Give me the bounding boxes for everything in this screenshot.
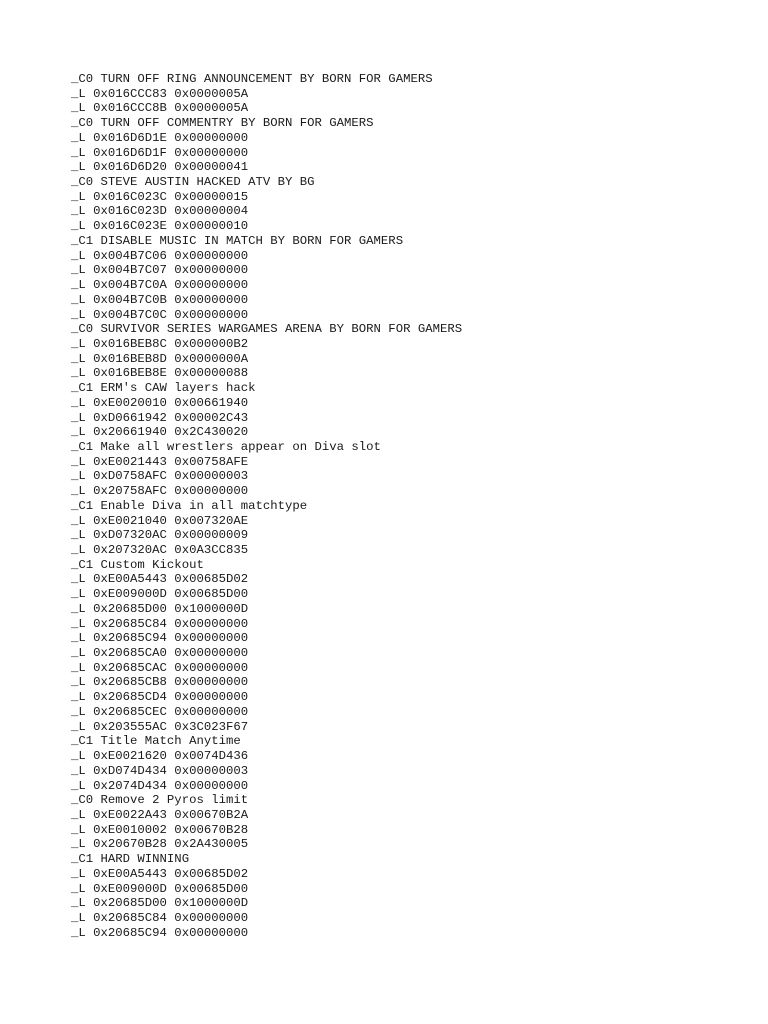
code-section-header: _C1 Custom Kickout (71, 557, 204, 572)
code-line: _L 0x016D6D1E 0x00000000 (71, 130, 249, 145)
code-line: _L 0xE00A5443 0x00685D02 (71, 572, 249, 587)
code-line: _L 0x203555AC 0x3C023F67 (71, 719, 249, 734)
code-line: _L 0xE00A5443 0x00685D02 (71, 866, 249, 881)
code-line: _L 0xE0021040 0x007320AE (71, 513, 249, 528)
code-line: _L 0x004B7C0C 0x00000000 (71, 307, 249, 322)
code-line: _L 0x20685CB8 0x00000000 (71, 675, 249, 690)
code-line: _L 0x2074D434 0x00000000 (71, 778, 249, 793)
code-section-header: _C1 Enable Diva in all matchtype (71, 498, 308, 513)
code-line: _L 0x004B7C0B 0x00000000 (71, 292, 249, 307)
code-line: _L 0xE009000D 0x00685D00 (71, 881, 249, 896)
code-line: _L 0xE0021443 0x00758AFE (71, 454, 249, 469)
code-line: _L 0xE0022A43 0x00670B2A (71, 807, 249, 822)
code-line: _L 0xE0021620 0x0074D436 (71, 749, 249, 764)
code-line: _L 0xE009000D 0x00685D00 (71, 587, 249, 602)
code-line: _L 0x016C023E 0x00000010 (71, 219, 249, 234)
code-line: _L 0x20685CEC 0x00000000 (71, 704, 249, 719)
code-section-header: _C0 Remove 2 Pyros limit (71, 793, 249, 808)
cheat-code-listing (71, 72, 768, 940)
code-section-header: _C0 TURN OFF COMMENTRY BY BORN FOR GAMERS (71, 116, 374, 131)
code-line: _L 0x016D6D20 0x00000041 (71, 160, 249, 175)
code-line: _L 0xD07320AC 0x00000009 (71, 528, 249, 543)
code-section-header: _C1 DISABLE MUSIC IN MATCH BY BORN FOR GAMERS (71, 233, 404, 248)
code-section-header: _C0 STEVE AUSTIN HACKED ATV BY BG (71, 175, 315, 190)
code-line: _L 0x016D6D1F 0x00000000 (71, 145, 249, 160)
code-line: _L 0x20685CAC 0x00000000 (71, 660, 249, 675)
code-section-header: _C0 TURN OFF RING ANNOUNCEMENT BY BORN FOR GAMERS (71, 72, 433, 86)
code-line: _L 0xD074D434 0x00000003 (71, 763, 249, 778)
code-line: _L 0x20685C84 0x00000000 (71, 616, 249, 631)
code-line: _L 0x016CCC83 0x0000005A (71, 86, 249, 101)
code-line: _L 0x20685C94 0x00000000 (71, 631, 249, 646)
code-line: _L 0x016BEB8E 0x00000088 (71, 366, 249, 381)
code-line: _L 0x20670B28 0x2A430005 (71, 837, 249, 852)
code-line: _L 0x20685CA0 0x00000000 (71, 646, 249, 661)
code-line: _L 0xE0020010 0x00661940 (71, 395, 249, 410)
code-line: _L 0x207320AC 0x0A3CC835 (71, 543, 249, 557)
code-line: _L 0x016BEB8D 0x0000000A (71, 351, 249, 366)
code-line: _L 0x016CCC8B 0x0000005A (71, 101, 249, 116)
code-section-header: _C0 SURVIVOR SERIES WARGAMES ARENA BY BORN FOR GAMERS (71, 322, 463, 337)
code-section-header: _C1 Make all wrestlers appear on Diva slot (71, 439, 381, 454)
code-line: _L 0xE0010002 0x00670B28 (71, 822, 249, 837)
code-line: _L 0xD0661942 0x00002C43 (71, 410, 249, 425)
code-line: _L 0x016BEB8C 0x000000B2 (71, 336, 249, 351)
code-line: _L 0xD0758AFC 0x00000003 (71, 469, 249, 484)
code-line: _L 0x004B7C0A 0x00000000 (71, 278, 249, 293)
code-line: _L 0x20685C94 0x00000000 (71, 925, 249, 940)
code-line: _L 0x004B7C06 0x00000000 (71, 248, 249, 263)
code-line: _L 0x004B7C07 0x00000000 (71, 263, 249, 278)
code-line: _L 0x20685C84 0x00000000 (71, 910, 249, 925)
code-line: _L 0x016C023D 0x00000004 (71, 204, 249, 219)
code-line: _L 0x20685CD4 0x00000000 (71, 690, 249, 705)
document-page (71, 72, 768, 940)
code-section-header: _C1 ERM's CAW layers hack (71, 381, 256, 396)
code-line: _L 0x20758AFC 0x00000000 (71, 484, 249, 499)
code-section-header: _C1 Title Match Anytime (71, 734, 241, 749)
code-line: _L 0x20685D00 0x1000000D (71, 601, 249, 616)
code-section-header: _C1 HARD WINNING (71, 852, 190, 867)
code-line: _L 0x016C023C 0x00000015 (71, 189, 249, 204)
code-line: _L 0x20685D00 0x1000000D (71, 896, 249, 911)
code-line: _L 0x20661940 0x2C430020 (71, 425, 249, 440)
